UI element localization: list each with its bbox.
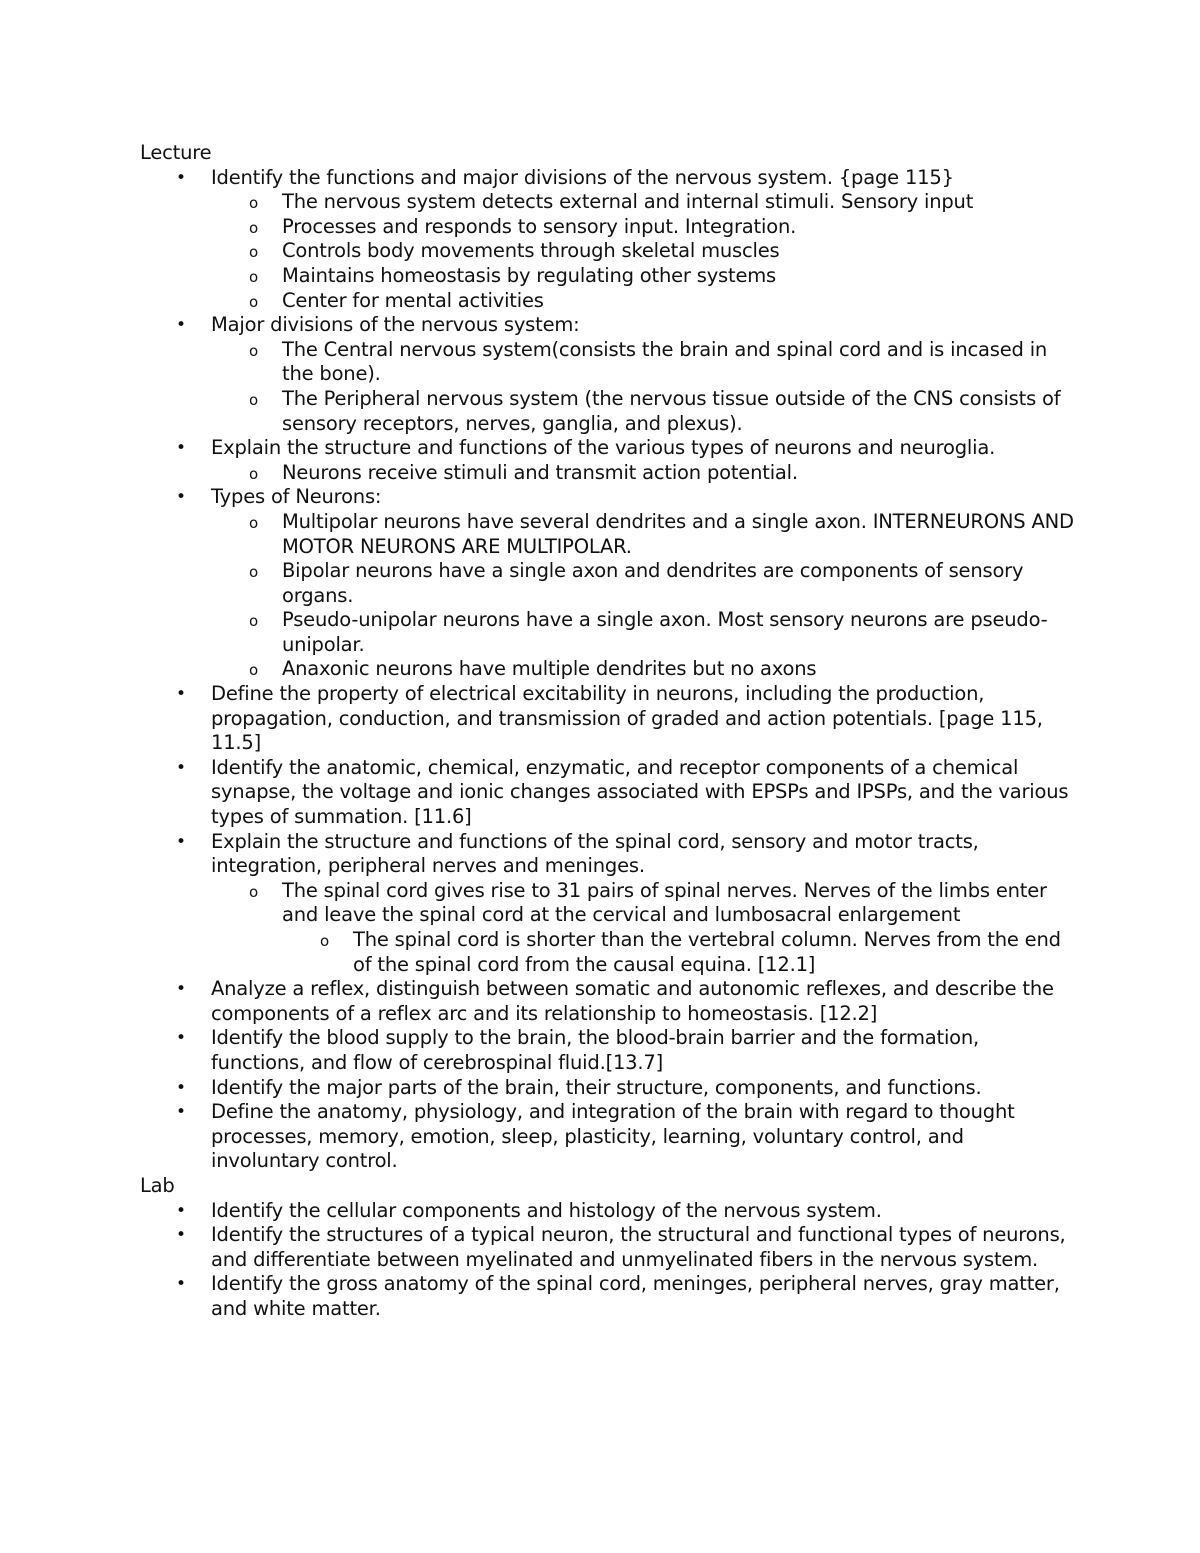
bullet-marker: • [176, 1102, 186, 1123]
bullet-list [140, 1199, 1075, 1322]
bullet-marker: • [176, 831, 186, 852]
list-item-text: Identify the gross anatomy of the spinal cord, meninges, peripheral nerves, gray matter, and white matter. [211, 1272, 1060, 1320]
list-item [140, 166, 1075, 314]
sub-list-item-text: Anaxonic neurons have multiple dendrites but no axons [282, 657, 817, 681]
sub-list-item [211, 461, 1075, 486]
sub-sub-bullet-list [282, 928, 1075, 977]
bullet-marker: • [176, 487, 186, 508]
sub-list-item [211, 879, 1075, 977]
sub-bullet-list [249, 460, 1075, 486]
list-item [140, 485, 1075, 682]
sub-bullet-marker: o [249, 882, 258, 901]
list-item-text: Analyze a reflex, distinguish between somatic and autonomic reflexes, and describe the components of a reflex arc and its relationship to homeostasis. [12.2] [211, 977, 1054, 1025]
bullet-marker: • [176, 1225, 186, 1246]
list-item [140, 1100, 1075, 1174]
sub-list-item [211, 239, 1075, 264]
sub-list-item-text: Maintains homeostasis by regulating other systems [282, 263, 776, 287]
list-item-text: Identify the structures of a typical neuron, the structural and functional types of neurons, and differentiate between myelinated and unmyelinated fibers in the nervous system. [211, 1223, 1066, 1271]
sub-list-item [211, 559, 1075, 608]
sub-list-item-text: The Central nervous system(consists the brain and spinal cord and is incased in the bone). [282, 337, 1048, 386]
sub-list-item-text: Center for mental activities [282, 288, 544, 312]
sub-list-item-text: Processes and responds to sensory input. Integration. [282, 214, 797, 238]
list-item [140, 756, 1075, 830]
sub-list-item [211, 608, 1075, 657]
list-item-text: Identify the anatomic, chemical, enzymatic, and receptor components of a chemical synapse, the voltage and ionic changes associated with EPSPs and IPSPs, and the various types of summation. [11.6] [211, 755, 1069, 829]
sub-sub-list-item [282, 928, 1075, 977]
list-item-text: Identify the functions and major divisions of the nervous system. {page 115} [211, 165, 954, 189]
sub-bullet-list [249, 190, 1075, 313]
list-item [140, 1272, 1075, 1321]
list-item [140, 1199, 1075, 1224]
document-body [140, 141, 1075, 1322]
sub-list-item-text: Pseudo-unipolar neurons have a single axon. Most sensory neurons are pseudo-unipolar. [282, 608, 1048, 656]
sub-list-item [211, 190, 1075, 215]
sub-bullet-marker: o [249, 341, 258, 360]
bullet-marker: • [176, 684, 186, 705]
list-item-text: Major divisions of the nervous system: [211, 313, 580, 337]
sub-list-item-text: The Peripheral nervous system (the nervous tissue outside of the CNS consists of sensory receptors, nerves, ganglia, and plexus). [282, 386, 1061, 435]
list-item [140, 1076, 1075, 1101]
section-heading: Lecture [140, 141, 212, 164]
bullet-marker: • [176, 1274, 186, 1295]
sub-list-item-text: Neurons receive stimuli and transmit action potential. [282, 460, 798, 484]
list-item [140, 682, 1075, 756]
bullet-marker: • [176, 1077, 186, 1098]
sub-list-item [211, 387, 1075, 436]
bullet-marker: • [176, 979, 186, 1000]
list-item-text: Explain the structure and functions of the spinal cord, sensory and motor tracts, integration, peripheral nerves and meninges. [211, 829, 979, 878]
sub-bullet-marker: o [249, 267, 258, 286]
bullet-marker: • [176, 1200, 186, 1221]
sub-bullet-marker: o [249, 243, 258, 262]
sub-list-item [211, 289, 1075, 314]
sub-bullet-list [249, 878, 1075, 977]
sub-bullet-marker: o [249, 513, 258, 532]
list-item [140, 830, 1075, 978]
sub-bullet-marker: o [249, 612, 258, 631]
list-item [140, 1223, 1075, 1272]
list-item-text: Explain the structure and functions of the various types of neurons and neuroglia. [211, 436, 996, 460]
bullet-marker: • [176, 315, 186, 336]
list-item-text: Identify the cellular components and histology of the nervous system. [211, 1198, 882, 1222]
bullet-marker: • [176, 167, 186, 188]
list-item-text: Identify the blood supply to the brain, the blood-brain barrier and the formation, functions, and flow of cerebrospinal fluid.[13.7] [211, 1026, 980, 1074]
list-item-text: Define the anatomy, physiology, and integration of the brain with regard to thought processes, memory, emotion, sleep, plasticity, learning, voluntary control, and involuntary control. [211, 1100, 1015, 1173]
sub-bullet-marker: o [249, 464, 258, 483]
sub-bullet-marker: o [249, 218, 258, 237]
sub-list-item [211, 338, 1075, 387]
section-lecture [140, 141, 1075, 1174]
list-item-text: Types of Neurons: [211, 485, 382, 509]
sub-list-item-text: Bipolar neurons have a single axon and dendrites are components of sensory organs. [282, 559, 1024, 607]
sub-list-item [211, 264, 1075, 289]
list-item [140, 313, 1075, 436]
sub-bullet-marker: o [249, 292, 258, 311]
bullet-list [140, 166, 1075, 1174]
list-item [140, 977, 1075, 1026]
sub-bullet-list [249, 509, 1075, 682]
list-item [140, 1026, 1075, 1075]
bullet-marker: • [176, 1028, 186, 1049]
sub-list-item [211, 657, 1075, 682]
sub-bullet-marker: o [249, 563, 258, 582]
sub-list-item [211, 215, 1075, 240]
sub-bullet-marker: o [249, 194, 258, 213]
sub-bullet-marker: o [249, 390, 258, 409]
sub-list-item-text: The spinal cord gives rise to 31 pairs of spinal nerves. Nerves of the limbs enter and leave the spinal cord at the cervical and lumbosacral enlargement [282, 878, 1047, 927]
bullet-marker: • [176, 438, 186, 459]
list-item [140, 436, 1075, 485]
sub-list-item-text: Multipolar neurons have several dendrites and a single axon. INTERNEURONS AND MOTOR NEURONS ARE MULTIPOLAR. [282, 509, 1074, 558]
list-item-text: Define the property of electrical excitability in neurons, including the production, propagation, conduction, and transmission of graded and action potentials. [page 115, 11.5] [211, 682, 1043, 755]
sub-list-item-text: Controls body movements through skeletal muscles [282, 239, 780, 263]
sub-bullet-list [249, 337, 1075, 436]
sub-list-item [211, 510, 1075, 559]
sub-bullet-marker: o [249, 661, 258, 680]
sub-list-item-text: The nervous system detects external and internal stimuli. Sensory input [282, 190, 974, 214]
list-item-text: Identify the major parts of the brain, their structure, components, and functions. [211, 1075, 982, 1099]
section-lab [140, 1174, 1075, 1322]
sub-sub-bullet-marker: o [320, 932, 329, 950]
sub-sub-list-item-text: The spinal cord is shorter than the vertebral column. Nerves from the end of the spinal cord from the causal equina. [12.1] [353, 928, 1061, 976]
bullet-marker: • [176, 757, 186, 778]
section-heading: Lab [140, 1173, 175, 1197]
